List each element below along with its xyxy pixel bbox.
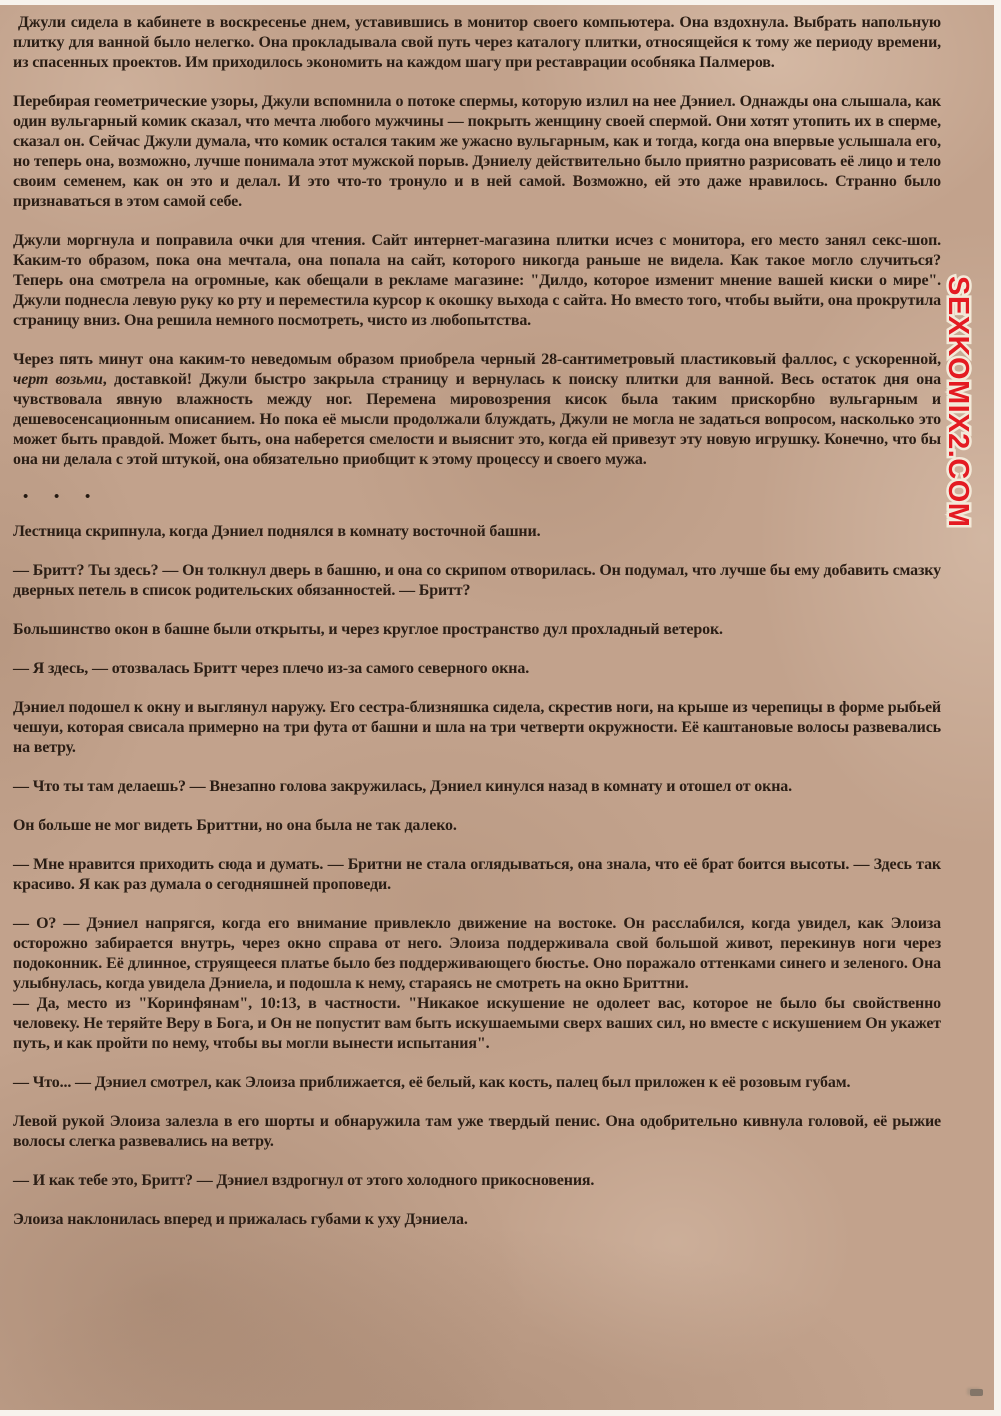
watermark-sexkomix2: SEXKOMIX2.COM — [942, 276, 974, 528]
story-paragraph — [13, 231, 941, 331]
text-segment: — Я здесь, — отозвалась Бритт через плечо из-за самого северного окна. — [13, 660, 530, 677]
text-segment: Лестница скрипнула, когда Дэниел поднялся в комнату восточной башни. — [13, 523, 541, 540]
story-paragraph — [13, 1073, 941, 1093]
story-paragraph — [13, 777, 941, 797]
story-paragraph — [13, 561, 941, 601]
scan-speck — [970, 1389, 983, 1396]
story-paragraph — [13, 855, 941, 895]
story-paragraph — [13, 620, 941, 640]
text-segment: — Да, место из "Коринфянам", 10:13, в частности. "Никакое искушение не одолеет вас, которое не было бы свойственно человеку. Не теряйте Веру в Бога, и Он не попустит вам быть искушаемыми сверх ваших сил, но вместе с искушением Он укажет путь, и как пройти по нему, чтобы вы могли вынести испытания". — [13, 995, 941, 1052]
text-segment: — О? — Дэниел напрягся, когда его внимание привлекло движение на востоке. Он расслабился, когда увидел, как Элоиза осторожно забирается внутрь, через окно справа от него. Элоиза поддерживала свой большой живот, перекинув ноги через подоконник. Её длинное, струящееся платье было без поддерживающего бюстье. Оно поражало оттенками синего и зеленого. Она улыбнулась, когда увидела Дэниела, и подошла к нему, стараясь не смотреть на окно Бриттни. — [13, 915, 941, 992]
text-segment: — Что ты там делаешь? — Внезапно голова закружилась, Дэниел кинулся назад в комнату и отошел от окна. — [13, 778, 792, 795]
story-paragraph — [13, 522, 941, 542]
text-segment: Он больше не мог видеть Бриттни, но она была не так далеко. — [13, 817, 457, 834]
text-segment: — Бритт? Ты здесь? — Он толкнул дверь в башню, и она со скрипом отворилась. Он подумал, что лучше бы ему добавить смазку дверных петель в список родительских обязанностей. — Бритт? — [13, 562, 941, 599]
story-paragraph — [13, 659, 941, 679]
story-paragraph — [13, 1112, 941, 1152]
text-segment: Через пять минут она каким-то неведомым образом приобрела черный 28-сантиметровый пластиковый фаллос, с ускоренной, — [13, 351, 941, 368]
story-paragraph — [13, 1210, 941, 1230]
text-segment: — Мне нравится приходить сюда и думать. — Бритни не стала оглядываться, она знала, что её брат боится высоты. — Здесь так красиво. Я как раз думала о сегодняшней проповеди. — [13, 856, 941, 893]
story-paragraph — [13, 994, 941, 1054]
text-segment: — Что... — Дэниел смотрел, как Элоиза приближается, её белый, как кость, палец был приложен к её розовым губам. — [13, 1074, 851, 1091]
text-segment: Большинство окон в башне были открыты, и через круглое пространство дул прохладный ветерок. — [13, 621, 723, 638]
parchment-page — [0, 5, 994, 1410]
story-paragraph — [13, 914, 941, 994]
section-divider-dots: • • • — [23, 489, 102, 505]
story-paragraph — [13, 92, 941, 212]
text-segment: Джули сидела в кабинете в воскресенье днем, уставившись в монитор своего компьютера. Она вздохнула. Выбрать напольную плитку для ванной было нелегко. Она прокладывала свой путь через каталогу плитки, относящейся к тому же периоду времени, из спасенных проектов. Им приходилось экономить на каждом шагу при реставрации особняка Палмеров. — [13, 14, 941, 71]
story-paragraph — [13, 816, 941, 836]
story-paragraph — [13, 350, 941, 470]
text-segment: Джули моргнула и поправила очки для чтения. Сайт интернет-магазина плитки исчез с монитора, его место занял секс-шоп. Каким-то образом, пока она мечтала, она попала на сайт, которого никогда раньше не видела. Как такое могло случиться? Теперь она смотрела на огромные, как обещали в рекламе магазине: "Дилдо, которое изменит мнение вашей киски о мире". Джули поднесла левую руку ко рту и переместила курсор к окошку выхода с сайта. Но вместо того, чтобы выйти, она прокрутила страницу вниз. Она решила немного посмотреть, чисто из любопытства. — [13, 232, 941, 329]
story-paragraph — [13, 1171, 941, 1191]
text-segment: Элоиза наклонилась вперед и прижалась губами к уху Дэниела. — [13, 1211, 468, 1228]
text-segment: Перебирая геометрические узоры, Джули вспомнила о потоке спермы, которую излил на нее Дэниел. Однажды она слышала, как один вульгарный комик сказал, что мечта любого мужчины — покрыть женщину своей спермой. Они хотят утопить их в сперме, сказал он. Сейчас Джули думала, что комик остался таким же ужасно вульгарным, как и тогда, когда она впервые услышала его, но теперь она, возможно, лучше понимала этот мужской порыв. Дэниелу действительно было приятно разрисовать её лицо и тело своим семенем, как он это и делал. И это что-то тронуло и в ней самой. Возможно, ей это даже нравилось. Странно было признаваться в этом самой себе. — [13, 93, 941, 210]
text-segment: Левой рукой Элоиза залезла в его шорты и обнаружила там уже твердый пенис. Она одобрительно кивнула головой, её рыжие волосы слегка развевались на ветру. — [13, 1113, 941, 1150]
story-paragraph — [13, 13, 941, 73]
italic-text-segment: черт возьми — [13, 371, 103, 388]
story-text-block — [0, 5, 994, 1249]
text-segment: , доставкой! Джули быстро закрыла страницу и вернулась к поиску плитки для ванной. Весь остаток дня она чувствовала явную влажность между ног. Перемена мировозрения кисок была таким прискорбно вульгарным и дешевосенсационным описанием. Но пока её мысли продолжали блуждать, Джули не могла не задаться вопросом, насколько это может быть правдой. Может быть, она наберется смелости и выяснит это, когда ей привезут эту новую игрушку. Конечно, что бы она ни делала с этой штукой, она обязательно приобщит к этому процессу и своего мужа. — [13, 371, 941, 468]
text-segment: — И как тебе это, Бритт? — Дэниел вздрогнул от этого холодного прикосновения. — [13, 1172, 595, 1189]
text-segment: Дэниел подошел к окну и выглянул наружу. Его сестра-близняшка сидела, скрестив ноги, на крыше из черепицы в форме рыбьей чешуи, которая свисала примерно на три фута от башни и шла на три четверти окружности. Её каштановые волосы развевались на ветру. — [13, 699, 941, 756]
story-paragraph — [13, 698, 941, 758]
